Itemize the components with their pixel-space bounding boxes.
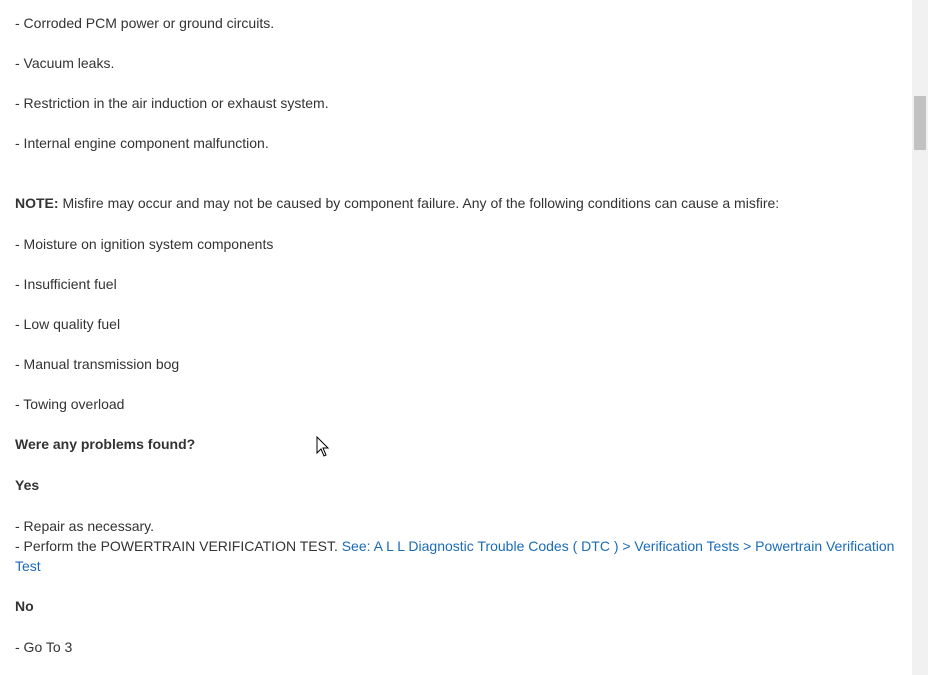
no-step-goto: - Go To 3 bbox=[15, 639, 73, 655]
condition-item: - Low quality fuel bbox=[15, 316, 121, 332]
note-paragraph bbox=[15, 193, 779, 213]
cause-item: - Vacuum leaks. bbox=[15, 55, 115, 71]
cause-item: - Restriction in the air induction or exhaust system. bbox=[15, 95, 329, 111]
scrollbar-thumb[interactable] bbox=[914, 96, 926, 150]
yes-step-verification bbox=[15, 536, 900, 576]
condition-item: - Towing overload bbox=[15, 396, 125, 412]
yes-heading: Yes bbox=[15, 477, 40, 493]
cause-item: - Corroded PCM power or ground circuits. bbox=[15, 15, 275, 31]
condition-item: - Moisture on ignition system components bbox=[15, 236, 274, 252]
no-heading: No bbox=[15, 598, 34, 614]
verification-text: - Perform the POWERTRAIN VERIFICATION TEST. bbox=[15, 538, 342, 554]
condition-item: - Manual transmission bog bbox=[15, 356, 180, 372]
mouse-pointer-icon bbox=[316, 436, 330, 458]
question-heading: Were any problems found? bbox=[15, 436, 196, 452]
note-text: Misfire may occur and may not be caused by component failure. Any of the following conditions can cause a misfire: bbox=[58, 195, 780, 211]
note-label: NOTE: bbox=[15, 195, 59, 211]
condition-item: - Insufficient fuel bbox=[15, 276, 117, 292]
yes-step-repair: - Repair as necessary. bbox=[15, 518, 155, 534]
cause-item: - Internal engine component malfunction. bbox=[15, 135, 269, 151]
verification-link[interactable]: See: A L L Diagnostic Trouble Codes ( DTC ) > Verification Tests > Powertrain Verification Test bbox=[15, 538, 895, 574]
